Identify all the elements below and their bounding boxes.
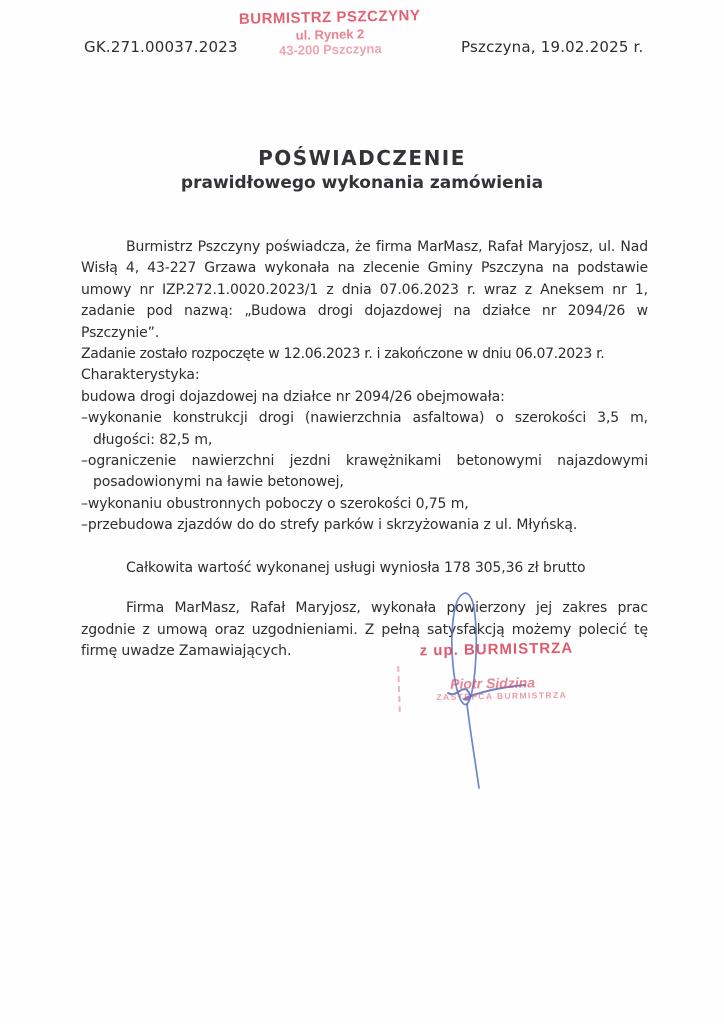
list-item: –przebudowa zjazdów do do strefy parków i skrzyżowania z ul. Młyńską. <box>81 517 578 534</box>
stamp-ink-smudge <box>397 666 401 712</box>
stamp-street: ul. Rynek 2 <box>295 26 365 43</box>
list-item: –wykonanie konstrukcji drogi (nawierzchnia asfaltowa) o szerokości 3,5 m, długości: 82,5 m, <box>81 410 648 448</box>
signer-name: Piotr Sidzina <box>450 674 536 692</box>
task-dates-line: Zadanie zostało rozpoczęte w 12.06.2023 r. i zakończone w dniu 06.07.2023 r. <box>81 346 605 363</box>
paragraph-intro: Burmistrz Pszczyny poświadcza, że firma MarMasz, Rafał Maryjosz, ul. Nad Wisłą 4, 43-227 Grzawa wykonała na zlecenie Gminy Pszczyna na podstawie umowy nr IZP.272.1.0020.2023/1 z dnia 07.06.2023 r. wraz z Aneksem nr 1, zadanie pod nazwą: „Budowa drogi dojazdowej na działce nr 2094/26 w Pszczynie”. <box>81 239 648 341</box>
list-item: –ograniczenie nawierzchni jezdni krawężnikami betonowymi najazdowymi posadowionymi na ławie betonowej, <box>81 453 648 491</box>
title-block <box>0 146 724 193</box>
list-item: –wykonaniu obustronnych poboczy o szerokości 0,75 m, <box>81 495 469 512</box>
stamp-authorization: z up. BURMISTRZA <box>419 639 574 660</box>
reference-number: GK.271.00037.2023 <box>84 38 238 56</box>
document-body <box>81 237 648 662</box>
total-value-line: Całkowita wartość wykonanej usługi wyniosła 178 305,36 zł brutto <box>126 559 586 576</box>
document-title: POŚWIADCZENIE <box>258 146 466 170</box>
document-subtitle: prawidłowego wykonania zamówienia <box>180 173 544 193</box>
signer-role: ZASTĘPCA BURMISTRZA <box>436 689 568 703</box>
place-and-date: Pszczyna, 19.02.2025 r. <box>461 38 644 56</box>
stamp-office-name: BURMISTRZ PSZCZYNY <box>238 7 421 28</box>
closing-paragraph: Firma MarMasz, Rafał Maryjosz, wykonała powierzony jej zakres prac zgodnie z umową oraz uzgodnieniami. Z pełną satysfakcją możemy polecić tę firmę uwadze Zamawiających. <box>81 600 648 659</box>
mayor-address-stamp <box>232 7 429 60</box>
stamp-city: 43-200 Pszczyna <box>278 41 382 59</box>
characteristics-label: Charakterystyka: <box>81 367 200 384</box>
characteristics-intro: budowa drogi dojazdowej na działce nr 2094/26 obejmowała: <box>81 388 505 405</box>
signature-stamp <box>419 640 580 703</box>
